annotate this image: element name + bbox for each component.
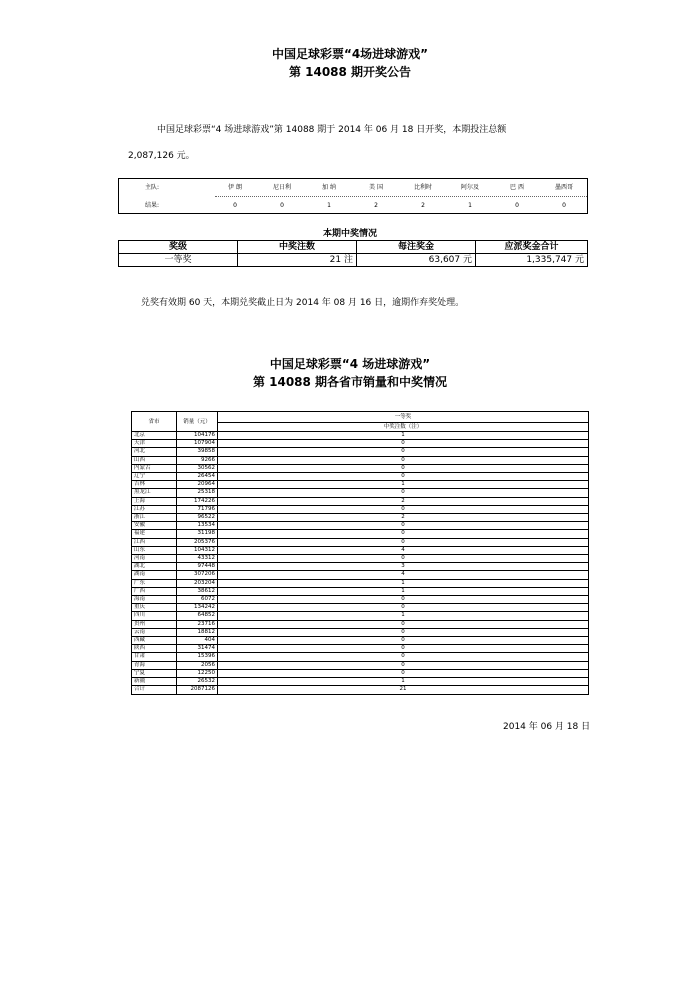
province-winners: 0 [218,653,589,661]
table-row [132,596,589,604]
prize-level: 一等奖 [119,254,238,267]
province-sales: 9266 [177,456,218,464]
results-label: 结果: [145,202,160,209]
province-sales: 12250 [177,669,218,677]
match-result: 0 [233,202,237,209]
team-name: 比利时 [413,184,432,191]
province-name: 宁夏 [132,669,177,677]
province-winners: 1 [218,587,589,595]
provincial-table [131,411,589,695]
table-row [132,555,589,563]
province-name: 甘肃 [132,653,177,661]
provincial-title: 中国足球彩票“4 场进球游戏” [269,357,431,371]
match-result: 1 [468,202,472,209]
table-row [132,456,589,464]
province-name: 山东 [132,546,177,554]
province-name: 上海 [132,497,177,505]
prize-count-header: 一等奖 [218,412,589,423]
province-sales: 97448 [177,563,218,571]
match-result: 0 [562,202,566,209]
province-name: 天津 [132,440,177,448]
province-name: 内蒙古 [132,464,177,472]
province-name: 海南 [132,596,177,604]
table-row [132,505,589,513]
province-winners: 0 [218,456,589,464]
table-row [132,571,589,579]
province-sales: 174226 [177,497,218,505]
team-name: 美 国 [369,184,383,191]
table-row [132,628,589,636]
provincial-subtitle: 第 14088 期各省市销量和中奖情况 [252,375,448,389]
table-row [132,448,589,456]
province-name: 西藏 [132,637,177,645]
provincial-date: 2014 年 06 月 18 日 [503,722,591,732]
province-winners: 2 [218,514,589,522]
table-row [132,653,589,661]
match-teams-row [119,180,587,196]
table-row [132,546,589,554]
province-name: 重庆 [132,604,177,612]
province-name: 山西 [132,456,177,464]
province-sales: 39858 [177,448,218,456]
province-name: 安徽 [132,522,177,530]
province-sales: 26532 [177,678,218,686]
province-sales: 71796 [177,505,218,513]
province-winners: 0 [218,637,589,645]
match-result: 1 [327,202,331,209]
province-sales: 20964 [177,481,218,489]
table-row [132,686,589,694]
prize-total: 1,335,747 元 [476,254,588,267]
province-winners: 0 [218,505,589,513]
province-name: 黑龙江 [132,489,177,497]
claim-notice: 兑奖有效期 60 天，本期兑奖截止日为 2014 年 08 月 16 日，逾期作弃奖处理。 [141,298,465,308]
prize-count-subheader: 中奖注数（注） [218,423,589,432]
province-winners: 0 [218,522,589,530]
province-sales: 104176 [177,432,218,440]
province-sales: 96522 [177,514,218,522]
prize-section-title: 本期中奖情况 [322,229,377,239]
team-name: 墨西哥 [554,184,573,191]
province-winners: 0 [218,464,589,472]
table-row [132,563,589,571]
table-row [132,473,589,481]
match-result: 2 [421,202,425,209]
announcement-title: 中国足球彩票“4场进球游戏” [271,47,429,61]
province-winners: 1 [218,612,589,620]
team-name: 阿尔及 [460,184,479,191]
province-name: 浙江 [132,514,177,522]
province-sales: 104312 [177,546,218,554]
team-name: 伊 朗 [228,184,242,191]
prize-header: 每注奖金 [357,241,476,254]
prize-table [118,240,588,267]
match-results-row [119,198,587,214]
province-winners: 1 [218,579,589,587]
province-winners: 0 [218,489,589,497]
province-name: 新疆 [132,678,177,686]
match-result: 0 [280,202,284,209]
province-name: 江西 [132,538,177,546]
sales-header: 销量（元） [177,412,218,432]
province-winners: 1 [218,481,589,489]
table-row [132,669,589,677]
table-row [132,620,589,628]
province-sales: 30562 [177,464,218,472]
table-row [132,497,589,505]
table-row [132,661,589,669]
province-winners: 0 [218,530,589,538]
province-winners: 0 [218,538,589,546]
province-sales: 43312 [177,555,218,563]
table-row [132,538,589,546]
table-row [132,587,589,595]
province-sales: 13534 [177,522,218,530]
team-name: 加 纳 [322,184,336,191]
province-winners: 0 [218,604,589,612]
province-name: 湖北 [132,563,177,571]
province-name: 吉林 [132,481,177,489]
province-winners: 1 [218,432,589,440]
province-winners: 4 [218,546,589,554]
prize-count: 21 注 [238,254,357,267]
table-row [132,464,589,472]
province-name: 福建 [132,530,177,538]
table-row [132,514,589,522]
province-name: 辽宁 [132,473,177,481]
province-sales: 15396 [177,653,218,661]
province-winners: 0 [218,620,589,628]
province-winners: 0 [218,473,589,481]
intro-text-line1: 中国足球彩票“4 场进球游戏”第 14088 期于 2014 年 06 月 18 日开奖，本期投注总额 [157,125,507,135]
teams-label: 主队: [145,184,160,191]
province-winners: 2 [218,497,589,505]
province-winners: 0 [218,555,589,563]
prize-header: 应派奖金合计 [476,241,588,254]
province-sales: 38612 [177,587,218,595]
province-winners: 0 [218,669,589,677]
table-row [132,579,589,587]
table-row [132,530,589,538]
announcement-subtitle: 第 14088 期开奖公告 [288,65,412,79]
province-sales: 26454 [177,473,218,481]
province-name: 云南 [132,628,177,636]
province-winners: 4 [218,571,589,579]
province-sales: 18812 [177,628,218,636]
table-row [132,678,589,686]
province-sales: 107904 [177,440,218,448]
province-winners: 0 [218,645,589,653]
province-winners: 0 [218,628,589,636]
province-name: 广东 [132,579,177,587]
table-row [132,604,589,612]
province-name: 广西 [132,587,177,595]
province-name: 四川 [132,612,177,620]
province-winners: 0 [218,661,589,669]
table-row [132,522,589,530]
table-row [132,489,589,497]
province-sales: 203204 [177,579,218,587]
match-results-table [118,178,588,214]
intro-text-line2: 2,087,126 元。 [128,151,195,161]
province-sales: 31474 [177,645,218,653]
province-sales: 64852 [177,612,218,620]
prize-header-row [119,241,588,254]
province-sales: 307206 [177,571,218,579]
province-sales: 404 [177,637,218,645]
prize-header: 奖级 [119,241,238,254]
team-name: 巴 西 [510,184,524,191]
table-row [132,612,589,620]
province-name: 青海 [132,661,177,669]
province-sales: 134242 [177,604,218,612]
province-name: 陕西 [132,645,177,653]
prize-header: 中奖注数 [238,241,357,254]
province-sales: 2056 [177,661,218,669]
team-name: 尼日利 [272,184,291,191]
province-name: 河南 [132,555,177,563]
province-name: 北京 [132,432,177,440]
prize-row [119,254,588,267]
province-sales: 25318 [177,489,218,497]
province-winners: 1 [218,678,589,686]
province-winners: 0 [218,596,589,604]
province-winners: 0 [218,440,589,448]
province-name: 湖南 [132,571,177,579]
prize-per-bet: 63,607 元 [357,254,476,267]
provincial-header-row [132,412,589,423]
province-name: 贵州 [132,620,177,628]
province-sales: 23716 [177,620,218,628]
provincial-table-body [132,432,589,695]
table-row [132,440,589,448]
province-winners: 3 [218,563,589,571]
province-header: 省市 [132,412,177,432]
province-winners: 0 [218,448,589,456]
province-name: 江苏 [132,505,177,513]
province-sales: 6072 [177,596,218,604]
match-result: 0 [515,202,519,209]
province-sales: 205376 [177,538,218,546]
table-row [132,481,589,489]
table-row [132,637,589,645]
match-result: 2 [374,202,378,209]
province-name: 河北 [132,448,177,456]
table-row [132,645,589,653]
province-sales: 2087126 [177,686,218,694]
table-row [132,432,589,440]
province-name: 合计 [132,686,177,694]
match-divider [215,196,587,197]
province-sales: 31198 [177,530,218,538]
province-winners: 21 [218,686,589,694]
